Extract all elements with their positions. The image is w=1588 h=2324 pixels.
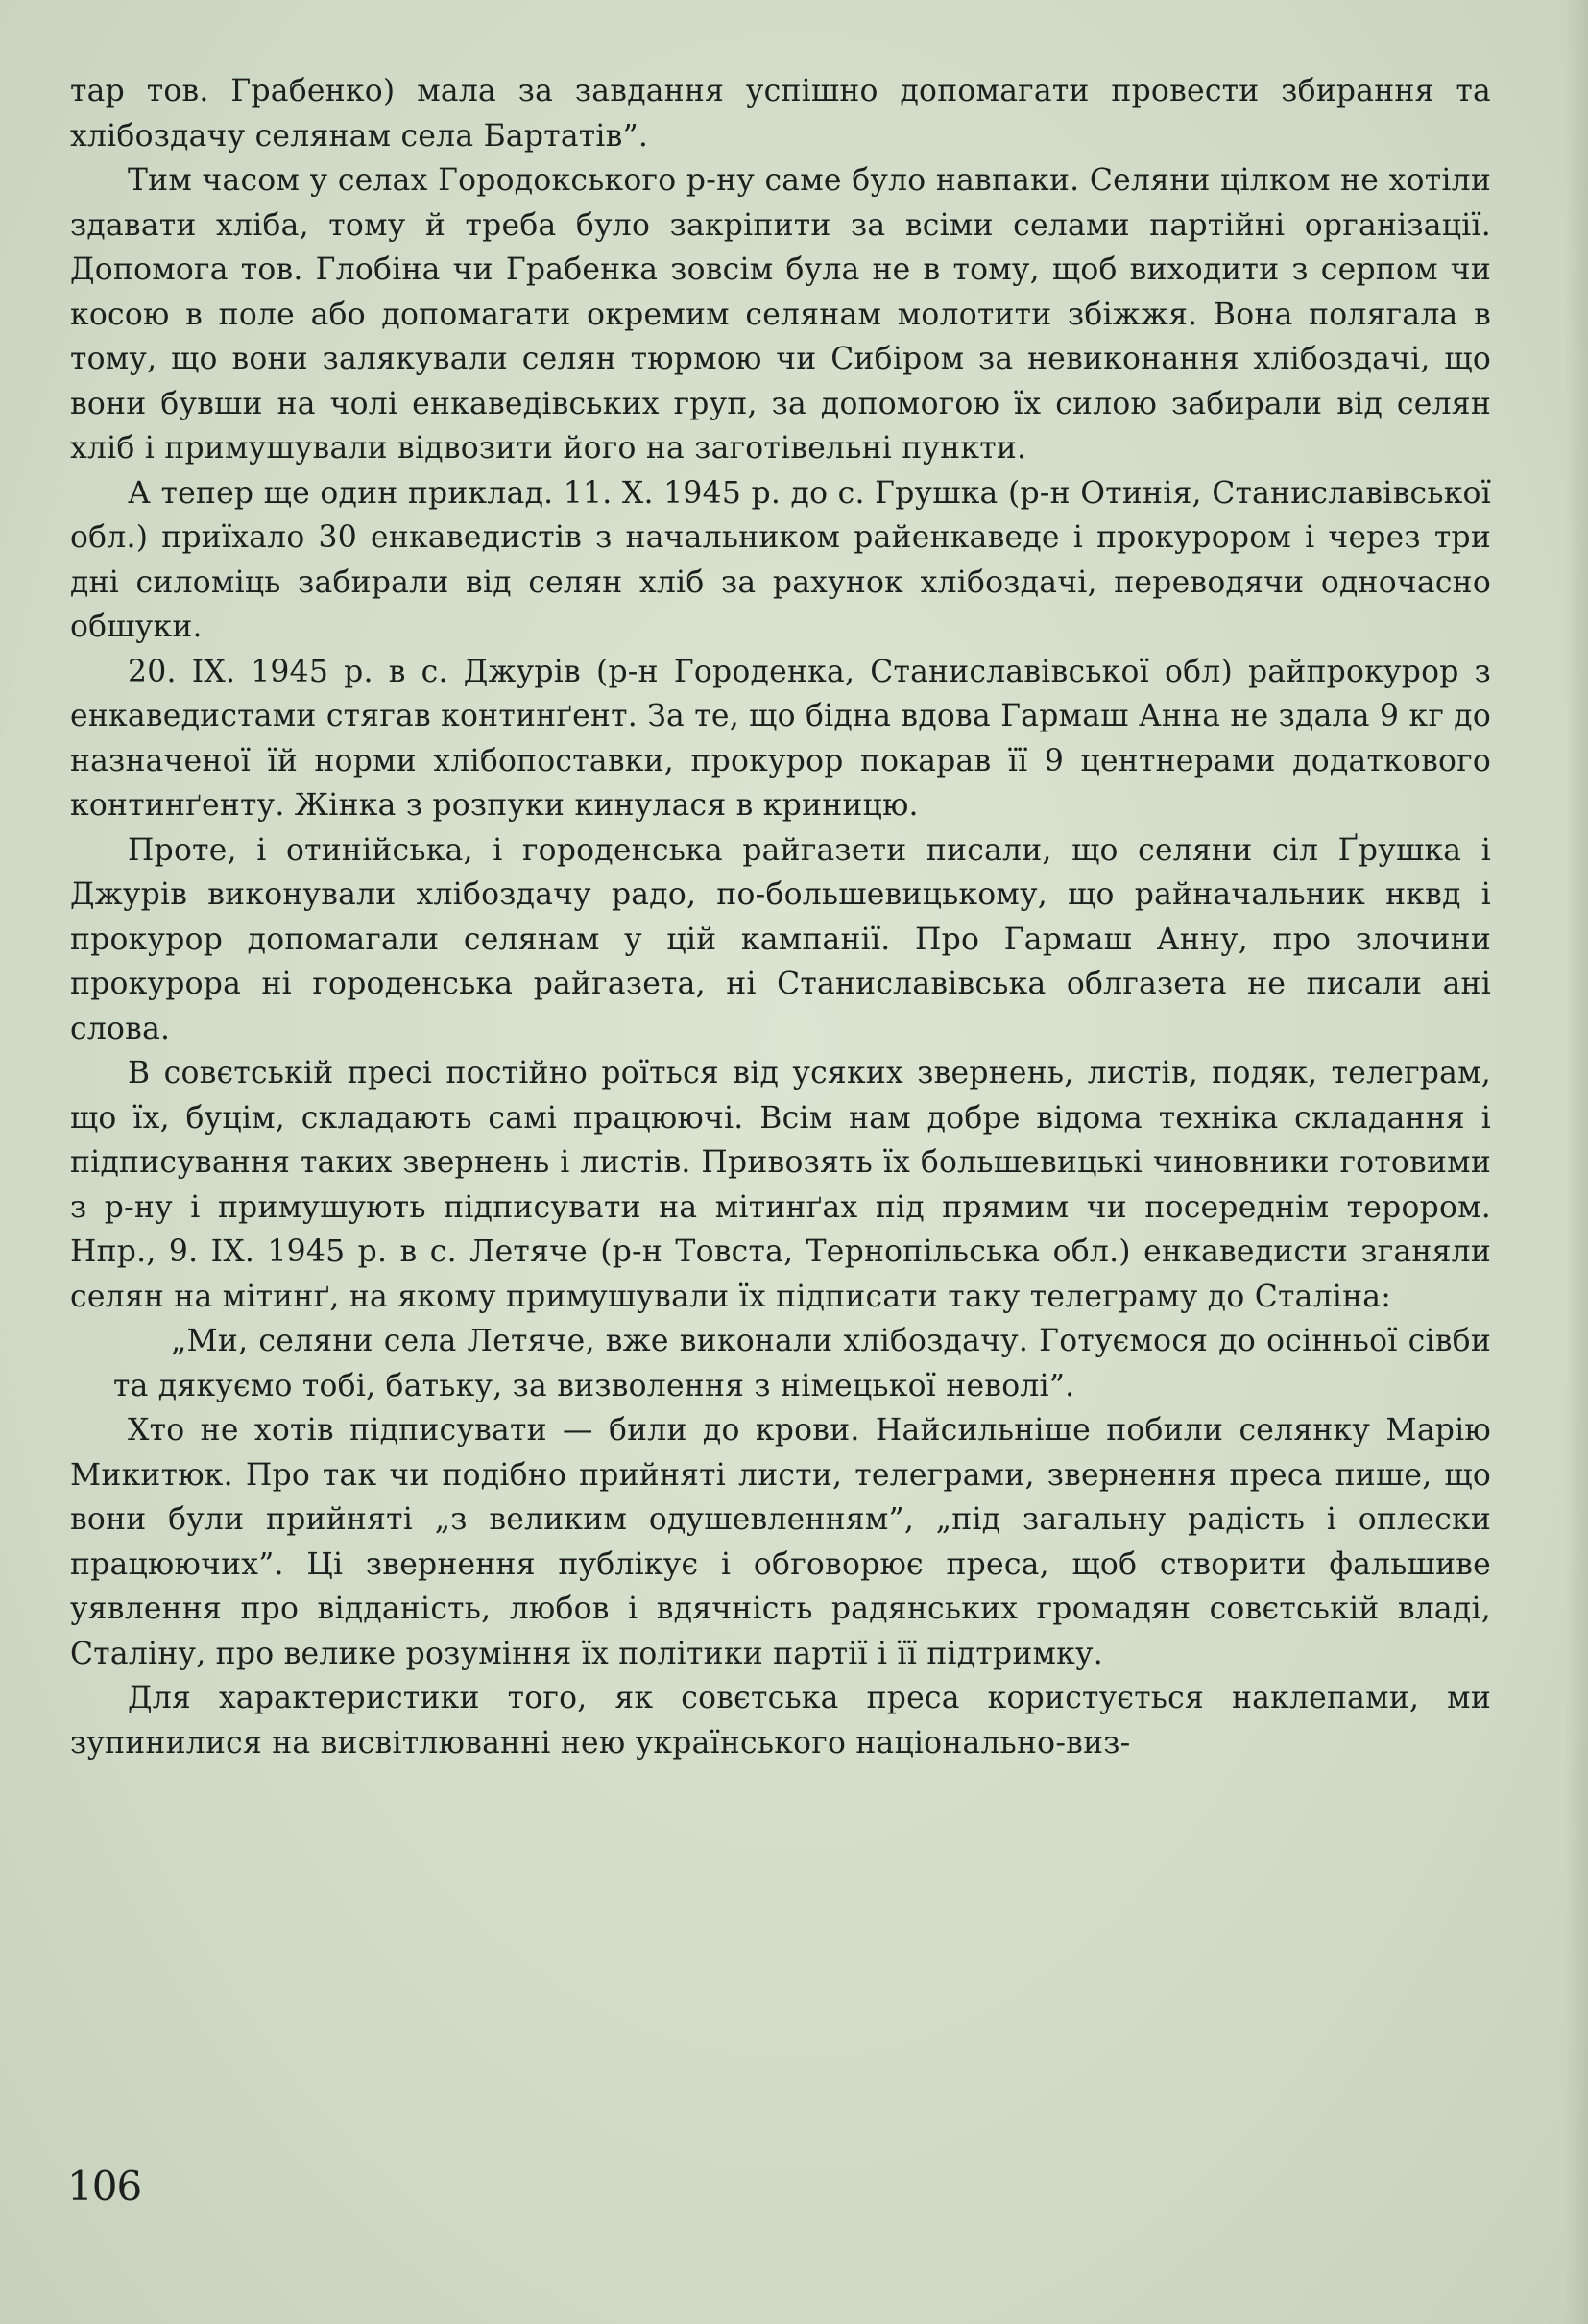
page-body (70, 69, 1491, 1765)
page-number: 106 (67, 2163, 142, 2210)
quoted-telegram: „Ми, селяни села Летяче, вже виконали хлібоздачу. Готуємося до осінньої сівби та дякуємо тобі, батьку, за визволення з німецької неволі”. (113, 1324, 1491, 1403)
paragraph-1: тар тов. Грабенко) мала за завдання успішно допомагати провести збирання та хлібоздачу селянам села Бартатів”. (70, 74, 1491, 154)
paragraph-6: В совєтській пресі постійно роїться від усяких звернень, листів, подяк, телеграм, що їх, буцім, складають самі працюючі. Всім нам добре відома техніка складання і підписування таких звернень і листів. Привозять їх большевицькі чиновники готовими з р-ну і примушують підписувати на мітинґах під прямим чи посереднім терором. Нпр., 9. IX. 1945 р. в с. Летяче (р-н Товста, Тернопільська обл.) енкаведисти зганяли селян на мітинґ, на якому примушували їх підписати таку телеграму до Сталіна: (70, 1056, 1491, 1314)
paragraph-5: Проте, і отинійська, і городенська райгазети писали, що селяни сіл Ґрушка і Джурів виконували хлібоздачу радо, по-большевицькому, що райначальник нквд і прокурор допомагали селянам у цій кампанії. Про Гармаш Анну, про злочини прокурора ні городенська райгазета, ні Станиславівська облгазета не писали ані слова. (70, 832, 1491, 1046)
paragraph-9: Для характеристики того, як совєтська преса користується наклепами, ми зупинилися на висвітлюванні нею українського національно-виз- (70, 1681, 1491, 1761)
page-edge-shadow (1565, 0, 1588, 2324)
paragraph-2: Тим часом у селах Городокського р-ну саме було навпаки. Селяни цілком не хотіли здавати хліба, тому й треба було закріпити за всіми селами партійні організації. Допомога тов. Глобіна чи Грабенка зовсім була не в тому, щоб виходити з серпом чи косою в поле або допомагати окремим селянам молотити збіжжя. Вона полягала в тому, що вони залякували селян тюрмою чи Сибіром за невиконання хлібоздачі, що вони бувши на чолі енкаведівських груп, за допомогою їх силою забирали від селян хліб і примушували відвозити його на заготівельні пункти. (70, 163, 1491, 466)
paragraph-3: А тепер ще один приклад. 11. X. 1945 р. до с. Грушка (р-н Отинія, Станиславівської обл.) приїхало 30 енкаведистів з начальником райенкаведе і прокурором і через три дні силоміць забирали від селян хліб за рахунок хлібоздачі, переводячи одночасно обшуки. (70, 475, 1491, 644)
paragraph-8: Хто не хотів підписувати — били до крови. Найсильніше побили селянку Марію Микитюк. Про так чи подібно прийняті листи, телеграми, звернення преса пише, що вони були прийняті „з великим одушевленням”, „під загальну радість і оплески працюючих”. Ці звернення публікує і обговорює преса, щоб створити фальшиве уявлення про відданість, любов і вдячність радянських громадян совєтській владі, Сталіну, про велике розуміння їх політики партії і її підтримку. (70, 1413, 1491, 1671)
paragraph-4: 20. IX. 1945 р. в с. Джурів (р-н Городенка, Станиславівської обл) райпрокурор з енкаведистами стягав континґент. За те, що бідна вдова Гармаш Анна не здала 9 кг до назначеної їй норми хлібопоставки, прокурор покарав її 9 центнерами додаткового континґенту. Жінка з розпуки кинулася в криницю. (70, 654, 1491, 823)
